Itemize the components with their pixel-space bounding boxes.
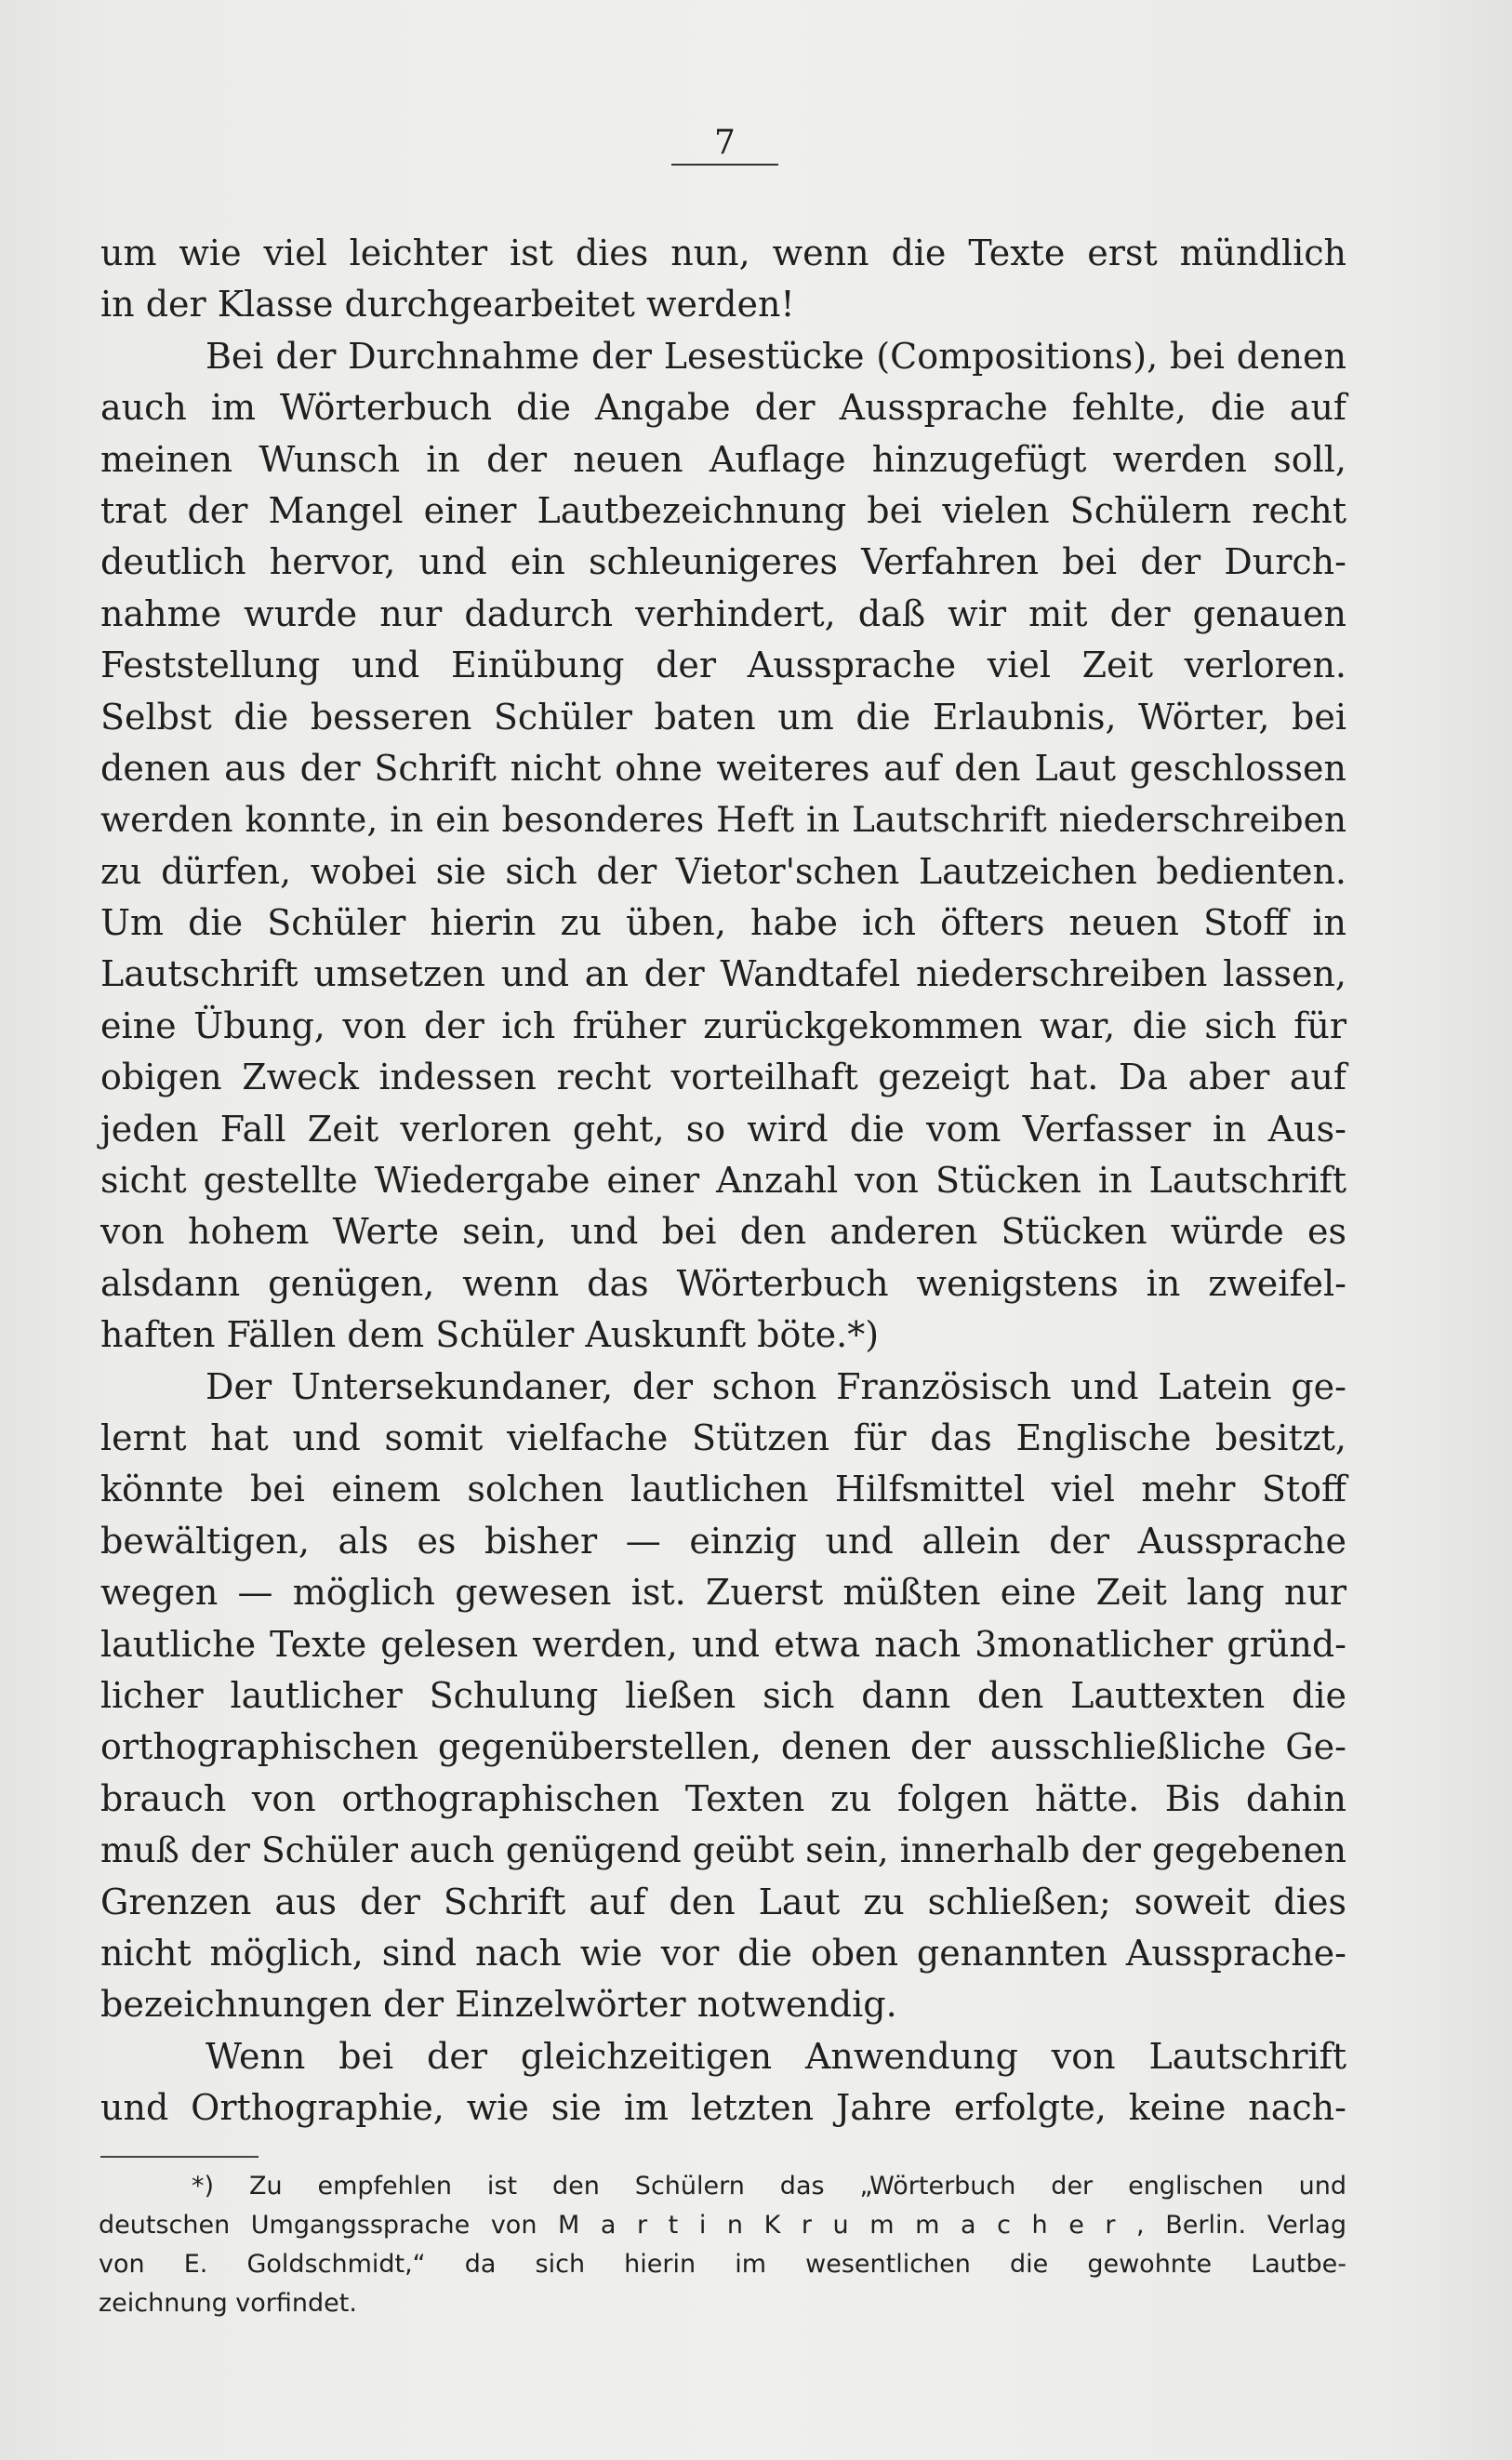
text-line: brauch von orthographischen Texten zu folgen hätte. Bis dahin bbox=[100, 1777, 1346, 1819]
text-line: Feststellung und Einübung der Aussprache viel Zeit verloren. bbox=[100, 645, 1346, 686]
text-line: obigen Zweck indessen recht vorteilhaft gezeigt hat. Da aber auf bbox=[100, 1057, 1346, 1098]
text-line: eine Übung, von der ich früher zurückgekommen war, die sich für bbox=[100, 1004, 1346, 1046]
text-line: Grenzen aus der Schrift auf den Laut zu schließen; soweit dies bbox=[100, 1881, 1346, 1922]
footnote-line: zeichnung vorfindet. bbox=[99, 2289, 357, 2318]
footnote-line: deutschen Umgangssprache von M a r t i n K r u m m a c h e r , Berlin. Verlag bbox=[99, 2211, 1346, 2240]
footnote bbox=[99, 2167, 1346, 2323]
text-line: von hohem Werte sein, und bei den anderen Stücken würde es bbox=[100, 1211, 1346, 1253]
text-line: um wie viel leichter ist dies nun, wenn die Texte erst mündlich bbox=[100, 233, 1346, 273]
text-line: bezeichnungen der Einzelwörter notwendig. bbox=[100, 1984, 897, 2026]
text-line: wegen — möglich gewesen ist. Zuerst müßten eine Zeit lang nur bbox=[100, 1572, 1346, 1614]
text-line: und Orthographie, wie sie im letzten Jahre erfolgte, keine nach- bbox=[100, 2087, 1346, 2129]
text-line: Bei der Durchnahme der Lesestücke (Compositions), bei denen bbox=[206, 335, 1346, 377]
text-line: jeden Fall Zeit verloren geht, so wird die vom Verfasser in Aus- bbox=[100, 1108, 1346, 1150]
text-line: licher lautlicher Schulung ließen sich dann den Lauttexten die bbox=[100, 1674, 1346, 1716]
text-line: muß der Schüler auch genügend geübt sein, innerhalb der gegebenen bbox=[100, 1829, 1346, 1871]
text-line: alsdann genügen, wenn das Wörterbuch wenigstens in zweifel- bbox=[100, 1262, 1346, 1304]
text-line: könnte bei einem solchen lautlichen Hilfsmittel viel mehr Stoff bbox=[100, 1469, 1346, 1510]
body-text bbox=[100, 228, 1346, 2134]
text-line: nicht möglich, sind nach wie vor die oben genannten Aussprache- bbox=[100, 1932, 1346, 1974]
text-line: deutlich hervor, und ein schleunigeres Verfahren bei der Durch- bbox=[100, 541, 1346, 583]
text-line: sicht gestellte Wiedergabe einer Anzahl von Stücken in Lautschrift bbox=[100, 1160, 1346, 1202]
text-line: bewältigen, als es bisher — einzig und allein der Aussprache bbox=[100, 1520, 1346, 1562]
text-line: meinen Wunsch in der neuen Auflage hinzugefügt werden soll, bbox=[100, 438, 1346, 480]
text-line: werden konnte, in ein besonderes Heft in Lautschrift niederschreiben bbox=[100, 799, 1346, 841]
text-line: zu dürfen, wobei sie sich der Vietor'schen Lautzeichen bedienten. bbox=[100, 850, 1346, 892]
text-line: Selbst die besseren Schüler baten um die Erlaubnis, Wörter, bei bbox=[100, 696, 1346, 738]
text-line: orthographischen gegenüberstellen, denen der ausschließliche Ge- bbox=[100, 1726, 1346, 1768]
footnote-line: *) Zu empfehlen ist den Schülern das „Wörterbuch der englischen und bbox=[192, 2172, 1346, 2201]
text-line: auch im Wörterbuch die Angabe der Aussprache fehlte, die auf bbox=[100, 387, 1346, 429]
text-line: in der Klasse durchgearbeitet werden! bbox=[100, 284, 795, 326]
text-line: Um die Schüler hierin zu üben, habe ich öfters neuen Stoff in bbox=[100, 902, 1346, 944]
text-line: Der Untersekundaner, der schon Französisch und Latein ge- bbox=[206, 1365, 1346, 1407]
page-number: 7 bbox=[671, 123, 778, 166]
text-line: nahme wurde nur dadurch verhindert, daß wir mit der genauen bbox=[100, 592, 1346, 634]
text-line: trat der Mangel einer Lautbezeichnung bei vielen Schülern recht bbox=[100, 489, 1346, 531]
text-line: Lautschrift umsetzen und an der Wandtafel niederschreiben lassen, bbox=[100, 953, 1346, 995]
text-line: Wenn bei der gleichzeitigen Anwendung von Lautschrift bbox=[206, 2035, 1346, 2077]
text-line: denen aus der Schrift nicht ohne weiteres auf den Laut geschlossen bbox=[100, 747, 1346, 789]
text-line: lautliche Texte gelesen werden, und etwa nach 3monatlicher gründ- bbox=[100, 1623, 1346, 1665]
footnote-divider bbox=[100, 2156, 259, 2158]
text-line: lernt hat und somit vielfache Stützen für das Englische besitzt, bbox=[100, 1416, 1346, 1458]
footnote-line: von E. Goldschmidt,“ da sich hierin im wesentlichen die gewohnte Lautbe- bbox=[99, 2250, 1346, 2279]
text-line: haften Fällen dem Schüler Auskunft böte.*) bbox=[100, 1314, 880, 1356]
